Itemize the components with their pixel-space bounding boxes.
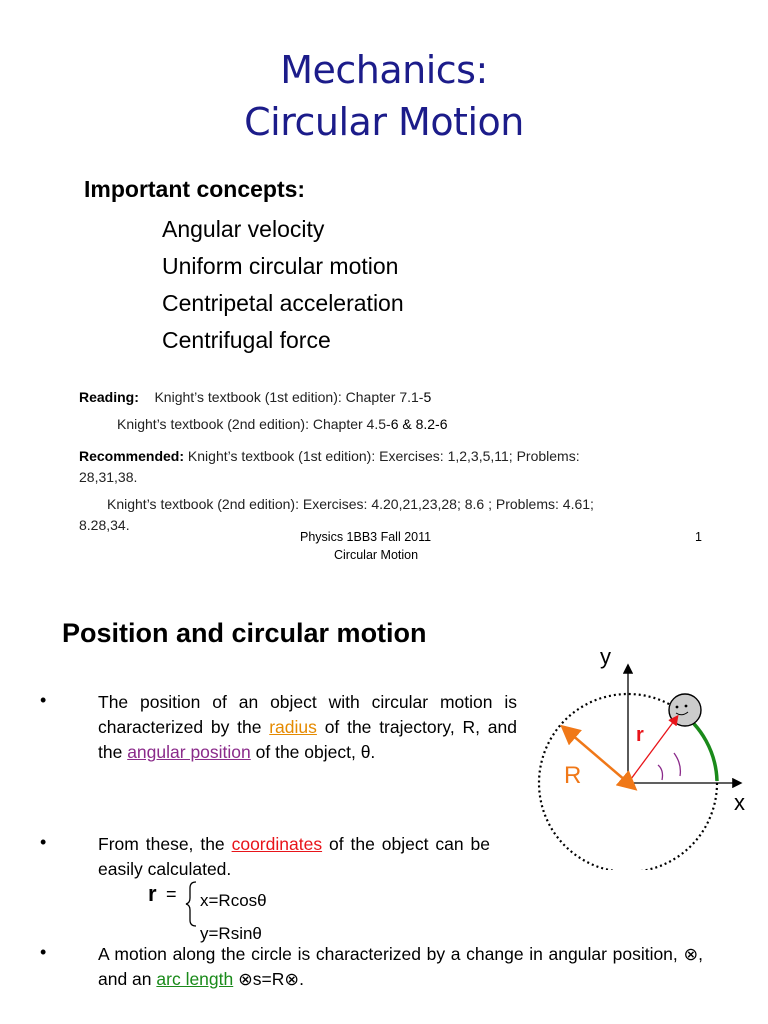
recommended-line-3: Knight’s textbook (2nd edition): Exercises: 4.20,21,23,28; 8.6 ; Problems: 4.61; <box>107 496 594 512</box>
brace-icon <box>184 880 200 928</box>
position-vector-label: r <box>636 724 644 746</box>
reading-text-2-end: 6 & 8.2-6 <box>390 416 448 432</box>
equation-x: x=Rcosθ <box>200 891 267 910</box>
y-axis-label: y <box>600 644 611 669</box>
recommended-line-2: 28,31,38. <box>79 469 138 485</box>
footer-topic: Circular Motion <box>334 548 419 562</box>
circular-motion-diagram <box>530 640 760 870</box>
p2-text-a: From these, the <box>98 834 232 854</box>
p3-text-a: A motion along the circle is characterized by a change in angular position, <box>98 944 684 964</box>
paragraph-arc-length <box>98 942 703 992</box>
x-axis-label: x <box>734 790 745 815</box>
p3-text-b: , and an <box>98 944 703 989</box>
p3-text-d: . <box>299 969 304 989</box>
object-eye <box>676 706 679 709</box>
equation-r-symbol: r <box>148 881 157 906</box>
concepts-heading: Important concepts: <box>84 176 306 202</box>
footer-course: Physics 1BB3 Fall 2011 <box>300 530 432 544</box>
slide1-title-line2: Circular Motion <box>244 100 524 144</box>
p1-text-c: of the object, θ. <box>250 742 376 762</box>
equation-y: y=Rsinθ <box>200 924 262 943</box>
angular-position-link[interactable]: angular position <box>127 742 251 762</box>
recommended-text-1: Knight’s textbook (1st edition): Exercises: 1,2,3,5,11; Problems: <box>187 448 580 464</box>
equation-equals: = <box>166 884 177 904</box>
angle-mark <box>674 753 680 776</box>
delta-theta-icon: ⊗ <box>683 944 699 964</box>
recommended-line-4: 8.28,34. <box>79 517 130 533</box>
object-eye <box>685 705 688 708</box>
concept-item: Centripetal acceleration <box>162 290 404 316</box>
p2-text-b: of the object can be easily calculated. <box>98 834 490 879</box>
reading-line-2 <box>117 416 448 432</box>
paragraph-coordinates <box>98 832 490 882</box>
footer-page-number: 1 <box>695 530 702 544</box>
recommended-label: Recommended: <box>79 448 185 464</box>
p1-text-b: of the trajectory, R, and the <box>98 717 517 762</box>
reading-text-2: Knight’s textbook (2nd edition): Chapter 4.5- <box>117 416 391 432</box>
reading-text-1-end: 5 <box>423 389 432 405</box>
bullet-marker: • <box>40 690 47 710</box>
paragraph-position <box>98 690 517 765</box>
bullet-marker: • <box>40 942 47 962</box>
reading-line-1 <box>79 389 431 405</box>
p3-text-c: s=R <box>252 969 285 989</box>
slide2-title: Position and circular motion <box>62 618 427 648</box>
delta-s-icon: ⊗ <box>238 969 253 989</box>
delta-theta-icon: ⊗ <box>284 969 300 989</box>
slide1-title-line1: Mechanics: <box>280 48 488 92</box>
reading-label: Reading: <box>79 389 139 405</box>
p1-text-a: The position of an object with circular motion is characterized by the <box>98 692 517 737</box>
radius-label: R <box>564 762 582 789</box>
coordinates-link[interactable]: coordinates <box>231 834 323 854</box>
concept-item: Angular velocity <box>162 216 325 242</box>
bullet-marker: • <box>40 832 47 852</box>
recommended-line-1 <box>79 448 580 464</box>
arc-length-link[interactable]: arc length <box>156 969 234 989</box>
angle-mark <box>658 765 663 780</box>
concept-item: Uniform circular motion <box>162 253 399 279</box>
reading-text-1: Knight’s textbook (1st edition): Chapter 7.1- <box>154 389 424 405</box>
concept-item: Centrifugal force <box>162 327 331 353</box>
radius-link[interactable]: radius <box>269 717 317 737</box>
